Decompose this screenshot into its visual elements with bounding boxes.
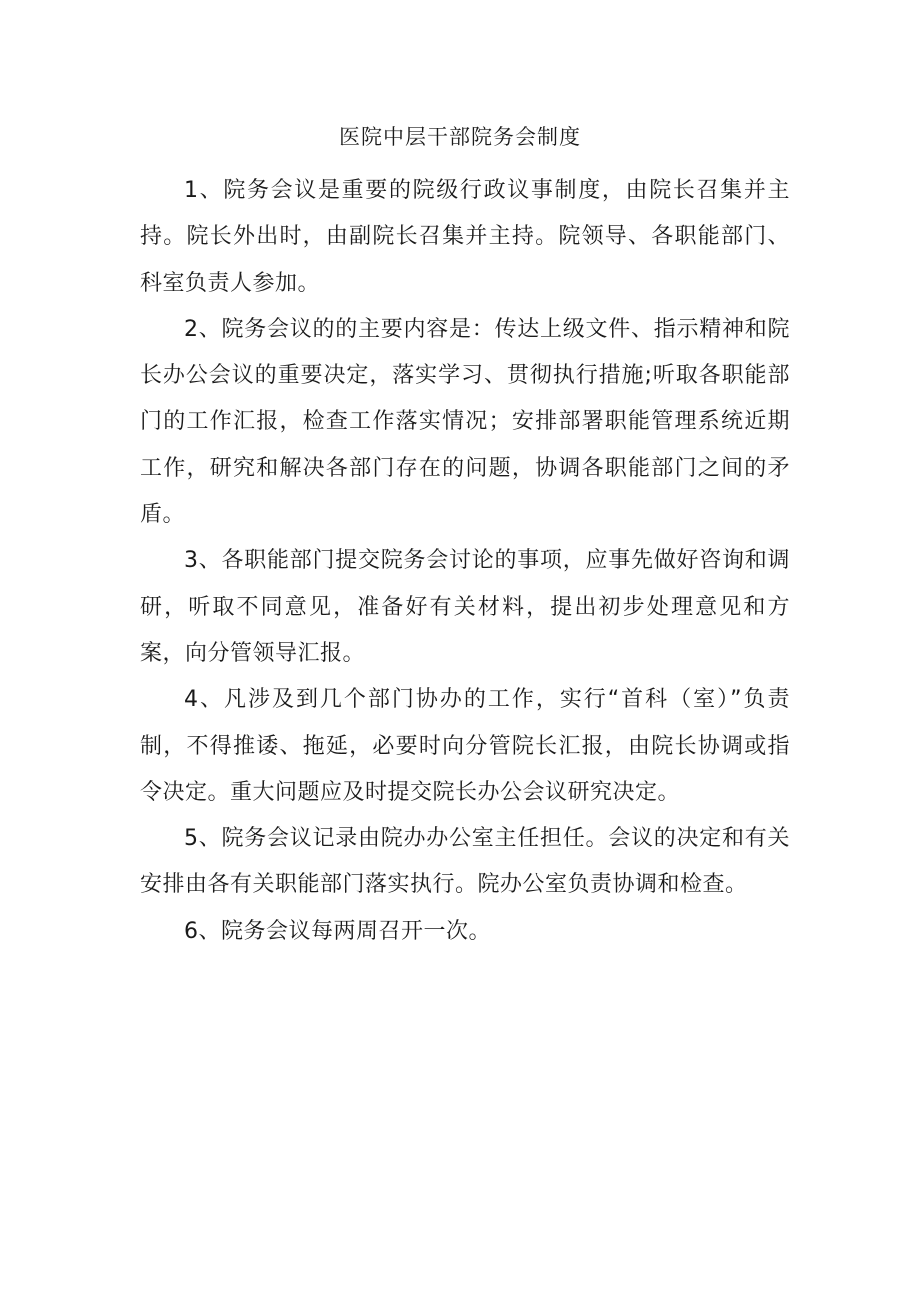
- paragraph-5: 5、院务会议记录由院办办公室主任担任。会议的决定和有关安排由各有关职能部门落实执行。院办公室负责协调和检查。: [140, 826, 790, 898]
- paragraph-1: 1、院务会议是重要的院级行政议事制度，由院长召集并主持。院长外出时，由副院长召集并主持。院领导、各职能部门、科室负责人参加。: [140, 178, 790, 296]
- document-body: [140, 168, 790, 955]
- paragraph-2: 2、院务会议的的主要内容是：传达上级文件、指示精神和院长办公会议的重要决定，落实学习、贯彻执行措施;听取各职能部门的工作汇报，检查工作落实情况；安排部署职能管理系统近期工作，研究和解决各部门存在的问题，协调各职能部门之间的矛盾。: [140, 316, 790, 528]
- document-title: 医院中层干部院务会制度: [339, 125, 581, 149]
- paragraph-3: 3、各职能部门提交院务会讨论的事项，应事先做好咨询和调研，听取不同意见，准备好有关材料，提出初步处理意见和方案，向分管领导汇报。: [140, 548, 790, 666]
- paragraph-6: 6、院务会议每两周召开一次。: [184, 918, 491, 944]
- paragraph-4: 4、凡涉及到几个部门协办的工作，实行“首科（室）”负责制，不得推诿、拖延，必要时向分管院长汇报，由院长协调或指令决定。重大问题应及时提交院长办公会议研究决定。: [140, 687, 790, 805]
